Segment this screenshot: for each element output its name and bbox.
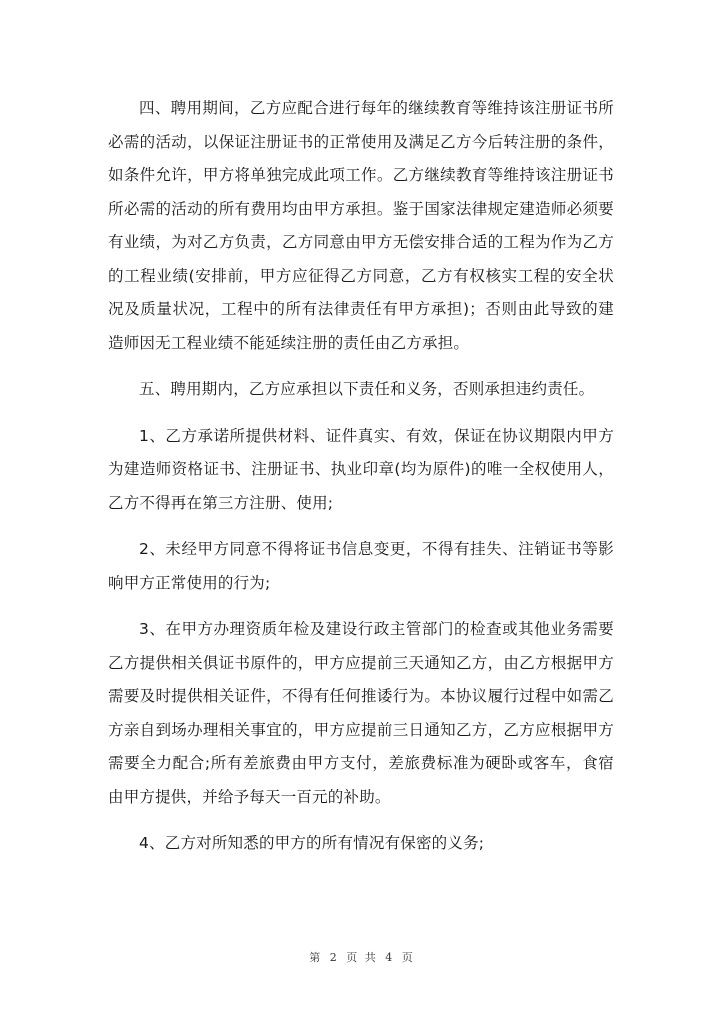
footer-total-pages: 4	[385, 951, 395, 964]
paragraph-item-3: 3、在甲方办理资质年检及建设行政主管部门的检查或其他业务需要乙方提供相关俱证书原件的，甲方应提前三天通知乙方，由乙方根据甲方需要及时提供相关证件，不得有任何推诿行为。本协议履行过程中如需乙方亲自到场办理相关事宜的，甲方应提前三日通知乙方，乙方应根据甲方需要全力配合;所有差旅费由甲方支付，差旅费标准为硬卧或客车，食宿由甲方提供，并给予每天一百元的补助。	[108, 620, 614, 806]
document-body	[108, 92, 614, 874]
footer-middle: 页 共	[346, 951, 378, 964]
paragraph-item-1: 1、乙方承诺所提供材料、证件真实、有效，保证在协议期限内甲方为建造师资格证书、注册证书、执业印章(均为原件)的唯一全权使用人，乙方不得再在第三方注册、使用;	[108, 426, 614, 512]
page-footer	[0, 949, 724, 965]
paragraph-article-5: 五、聘用期内，乙方应承担以下责任和义务，否则承担违约责任。	[139, 380, 595, 398]
paragraph-item-2: 2、未经甲方同意不得将证书信息变更，不得有挂失、注销证书等影响甲方正常使用的行为;	[108, 540, 614, 592]
footer-suffix: 页	[401, 951, 415, 964]
footer-prefix: 第	[309, 951, 323, 964]
paragraph-article-4: 四、聘用期间，乙方应配合进行每年的继续教育等维持该注册证书所必需的活动，以保证注册证书的正常使用及满足乙方今后转注册的条件，如条件允许，甲方将单独完成此项工作。乙方继续教育等维持该注册证书所必需的活动的所有费用均由甲方承担。鉴于国家法律规定建造师必须要有业绩，为对乙方负责，乙方同意由甲方无偿安排合适的工程为作为乙方的工程业绩(安排前，甲方应征得乙方同意，乙方有权核实工程的安全状况及质量状况，工程中的所有法律责任有甲方承担)；否则由此导致的建造师因无工程业绩不能延续注册的责任由乙方承担。	[108, 99, 614, 352]
footer-current-page: 2	[329, 951, 339, 964]
paragraph-item-4: 4、乙方对所知悉的甲方的所有情况有保密的义务;	[139, 834, 485, 852]
